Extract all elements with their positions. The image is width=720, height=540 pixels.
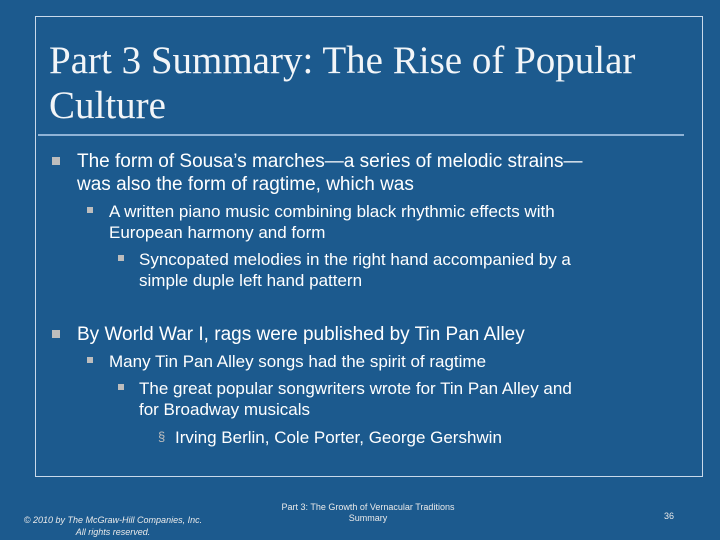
bullet-point-2-1 [109, 351, 486, 372]
bullet-point-1-1-1-line1: Syncopated melodies in the right hand accompanied by a [139, 250, 571, 269]
copyright-footer [3, 514, 223, 538]
bullet-square-icon [52, 330, 60, 338]
bullet-point-1-line1: The form of Sousa’s marches—a series of melodic strains— [77, 151, 583, 172]
bullet-square-icon [118, 255, 124, 261]
page-number: 36 [664, 511, 675, 521]
title-divider [38, 134, 684, 136]
bullet-point-2-1-1-1 [175, 427, 502, 448]
section-line1: Part 3: The Growth of Vernacular Traditions [281, 502, 455, 512]
bullet-point-2-1-1 [139, 378, 572, 420]
bullet-point-2 [77, 323, 525, 346]
copyright-line2: All rights reserved. [75, 527, 151, 537]
bullet-point-1-1-1 [139, 249, 571, 291]
bullet-square-icon [87, 357, 93, 363]
bullet-point-2-1-1-line1: The great popular songwriters wrote for Tin Pan Alley and [139, 379, 572, 398]
bullet-point-1 [77, 150, 582, 196]
bullet-point-1-1-line2: European harmony and form [109, 223, 326, 242]
bullet-point-2-line1: By World War I, rags were published by Tin Pan Alley [77, 324, 525, 345]
bullet-square-icon [52, 157, 60, 165]
bullet-square-icon [87, 207, 93, 213]
bullet-point-2-1-line1: Many Tin Pan Alley songs had the spirit of ragtime [109, 352, 487, 371]
bullet-point-1-line2: was also the form of ragtime, which was [77, 174, 414, 195]
section-line2: Summary [348, 513, 388, 523]
bullet-point-1-1-1-line2: simple duple left hand pattern [139, 271, 363, 290]
bullet-point-1-1 [109, 201, 555, 243]
bullet-point-2-1-1-1-line1: Irving Berlin, Cole Porter, George Gershwin [175, 428, 502, 447]
copyright-line1: © 2010 by The McGraw-Hill Companies, Inc. [23, 515, 203, 525]
slide-title: Part 3 Summary: The Rise of Popular Culture [49, 39, 636, 127]
bullet-square-icon [118, 384, 124, 390]
bullet-point-1-1-line1: A written piano music combining black rhythmic effects with [109, 202, 555, 221]
section-footer [262, 502, 474, 524]
section-sign-bullet-icon: § [158, 429, 166, 444]
bullet-point-2-1-1-line2: for Broadway musicals [139, 400, 311, 419]
